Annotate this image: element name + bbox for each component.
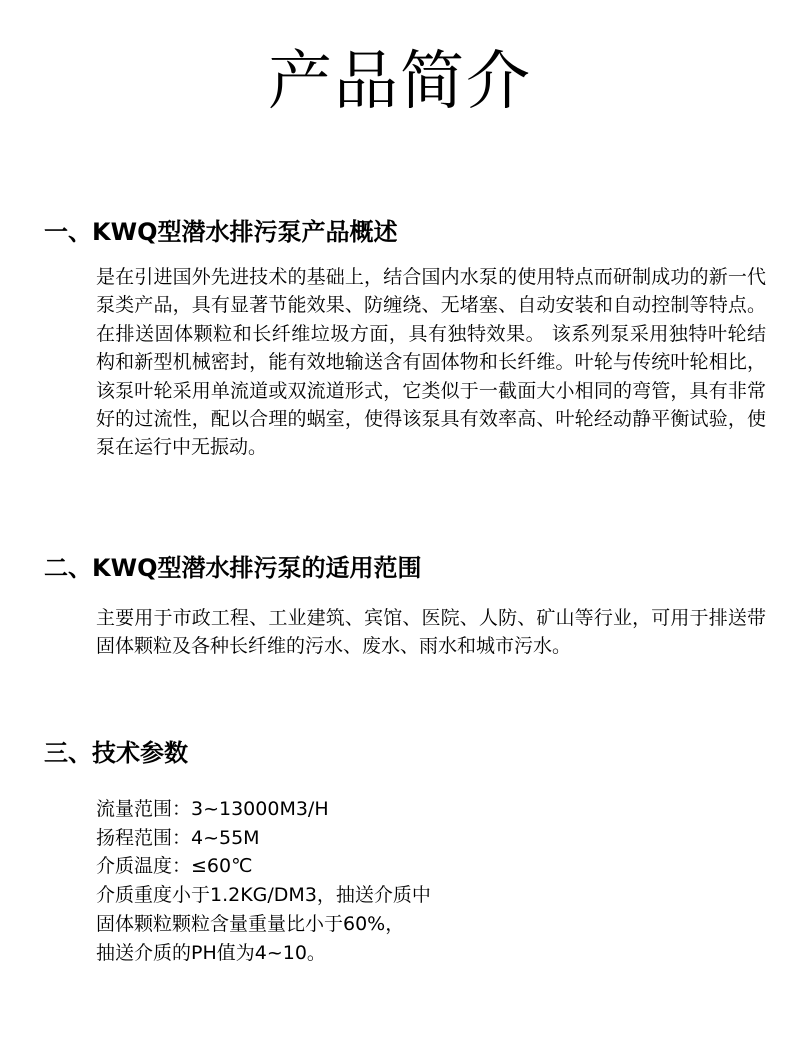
section-body-overview: 是在引进国外先进技术的基础上，结合国内水泵的使用特点而研制成功的新一代泵类产品，具有显著节能效果、防缠绕、无堵塞、自动安装和自动控制等特点。在排送固体颗粒和长纤维垃圾方面，具有独特效果。 该系列泵采用独特叶轮结构和新型机械密封，能有效地输送含有固体物和长纤维。叶轮与传统叶轮相比，该泵叶轮采用单流道或双流道形式，它类似于一截面大小相同的弯管，具有非常好的过流性，配以合理的蜗室，使得该泵具有效率高、叶轮经动静平衡试验，使泵在运行中无振动。 (96, 266, 766, 459)
section-body-scope: 主要用于市政工程、工业建筑、宾馆、医院、人防、矿山等行业，可用于排送带固体颗粒及各种长纤维的污水、废水、雨水和城市污水。 (96, 607, 766, 658)
param-list (96, 795, 756, 967)
param-solid-content: 固体颗粒颗粒含量重量比小于60%， (96, 912, 405, 935)
section-heading-params: 三、技术参数 (44, 739, 188, 767)
section-heading-scope: 二、KWQ型潜水排污泵的适用范围 (44, 554, 422, 582)
param-ph-range: 抽送介质的PH值为4~10。 (96, 941, 326, 964)
section-heading-overview: 一、KWQ型潜水排污泵产品概述 (44, 218, 398, 246)
param-medium-temperature: 介质温度：≤60℃ (96, 855, 253, 878)
page-title: 产品简介 (268, 45, 532, 119)
param-medium-density: 介质重度小于1.2KG/DM3，抽送介质中 (96, 884, 431, 907)
param-head-range: 扬程范围：4~55M (96, 826, 260, 849)
param-flow-range: 流量范围：3~13000M3/H (96, 798, 329, 820)
